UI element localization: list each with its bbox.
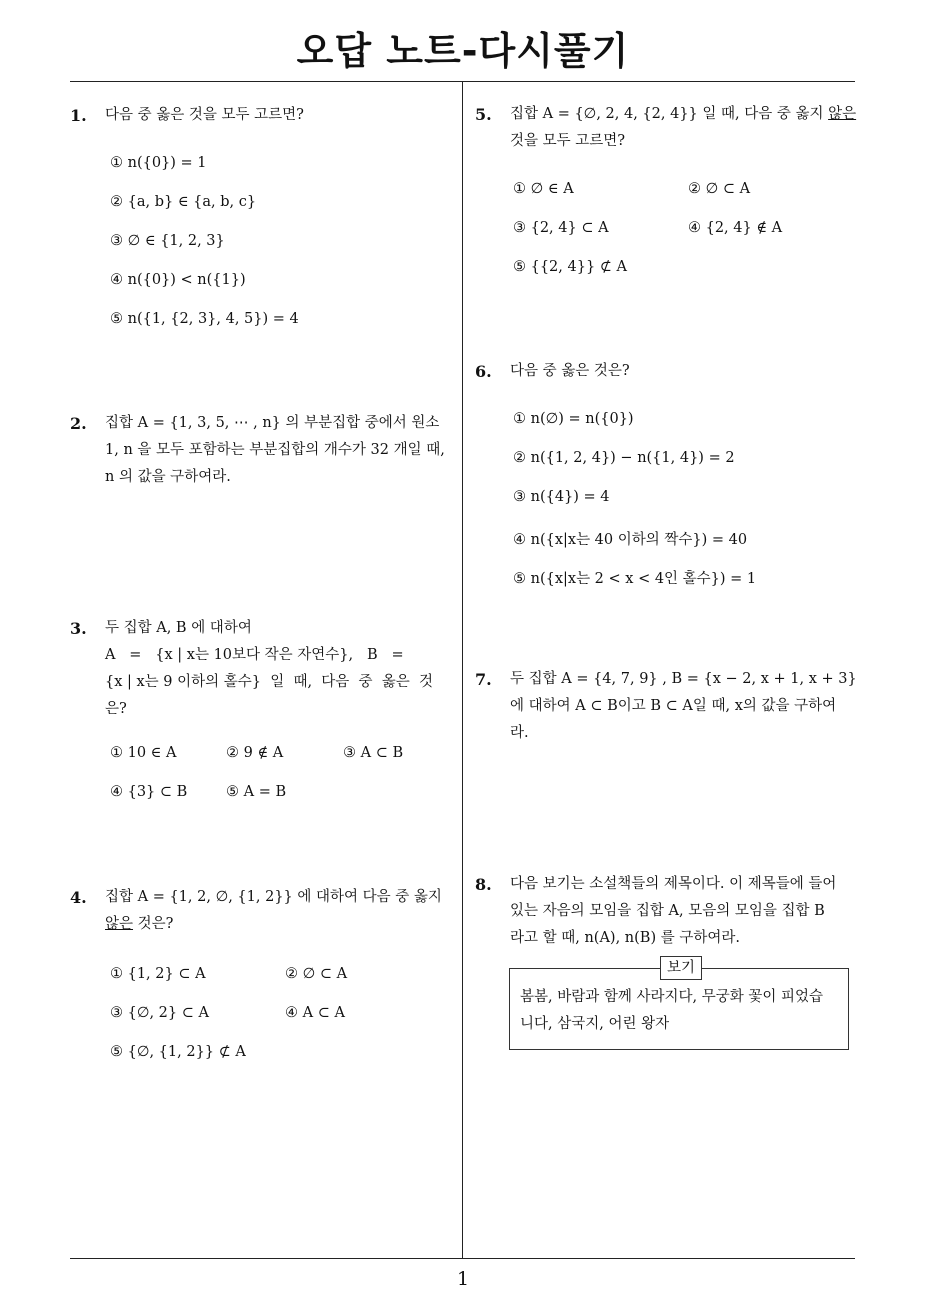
example-line: 니다, 삼국지, 어린 왕자 (520, 1016, 670, 1032)
bottom-divider (70, 1258, 855, 1259)
option: ③ A ⊂ B (343, 745, 404, 761)
question-text: 다음 중 옳은 것은? (510, 363, 630, 379)
question-number: 2. (70, 414, 87, 433)
option: ⑤ {{2, 4}} ⊄ A (513, 259, 628, 275)
question-line: 라. (510, 725, 529, 741)
option: ① n({0}) = 1 (110, 155, 207, 171)
option: ② 9 ∉ A (226, 745, 284, 761)
emphasis-underline: 않은 (105, 916, 134, 932)
question-line: 있는 자음의 모임을 집합 A, 모음의 모임을 집합 B (510, 903, 825, 919)
example-box-label: 보기 (660, 956, 702, 980)
question-line: 은? (105, 701, 127, 717)
option: ④ {3} ⊂ B (110, 784, 188, 800)
option: ④ {2, 4} ∉ A (688, 220, 783, 236)
question-line: 집합 A = {1, 2, ∅, {1, 2}} 에 대하여 다음 중 옳지 (105, 889, 442, 905)
question-line: 두 집합 A = {4, 7, 9} , B = {x − 2, x + 1, x + 3} (510, 671, 857, 687)
option: ③ ∅ ∈ {1, 2, 3} (110, 233, 225, 249)
question-number: 1. (70, 106, 87, 125)
page-number: 1 (456, 1268, 470, 1290)
question-line: 것을 모두 고르면? (510, 133, 626, 149)
question-line: 집합 A = {1, 3, 5, ⋯ , n} 의 부분집합 중에서 원소 (105, 415, 440, 431)
question-line: 에 대하여 A ⊂ B이고 B ⊂ A일 때, x의 값을 구하여 (510, 698, 837, 714)
option: ⑤ {∅, {1, 2}} ⊄ A (110, 1044, 246, 1060)
emphasis-underline: 않은 (828, 106, 857, 122)
question-line: 것은? (133, 916, 174, 932)
option: ① {1, 2} ⊂ A (110, 966, 206, 982)
example-line: 봄봄, 바람과 함께 사라지다, 무궁화 꽃이 피었습 (520, 989, 824, 1005)
option: ⑤ n({x|x는 2 < x < 4인 홀수}) = 1 (513, 571, 757, 587)
option: ③ {2, 4} ⊂ A (513, 220, 609, 236)
option: ③ n({4}) = 4 (513, 489, 610, 505)
question-number: 8. (475, 875, 492, 894)
option: ② {a, b} ∈ {a, b, c} (110, 194, 257, 210)
option: ② ∅ ⊂ A (285, 966, 348, 982)
question-line: 다음 보기는 소설책들의 제목이다. 이 제목들에 들어 (510, 876, 837, 892)
question-line: 1, n 을 모두 포함하는 부분집합의 개수가 32 개일 때, (105, 442, 445, 458)
question-number: 7. (475, 670, 492, 689)
option: ④ n({0}) < n({1}) (110, 272, 246, 288)
option: ③ {∅, 2} ⊂ A (110, 1005, 209, 1021)
column-divider (462, 82, 463, 1258)
question-number: 3. (70, 619, 87, 638)
page-title: 오답 노트-다시풀기 (296, 29, 630, 73)
example-box-text (520, 984, 840, 1038)
question-line: 집합 A = {∅, 2, 4, {2, 4}} 일 때, 다음 중 옳지 (510, 106, 829, 122)
option: ① n(∅) = n({0}) (513, 411, 634, 427)
question-number: 6. (475, 362, 492, 381)
question-line: 두 집합 A, B 에 대하여 (105, 620, 252, 636)
option: ④ n({x|x는 40 이하의 짝수}) = 40 (513, 532, 748, 548)
question-text: 다음 중 옳은 것을 모두 고르면? (105, 107, 304, 123)
option: ① 10 ∈ A (110, 745, 177, 761)
option: ① ∅ ∈ A (513, 181, 574, 197)
question-number: 5. (475, 105, 492, 124)
question-line: n 의 값을 구하여라. (105, 469, 231, 485)
option: ⑤ n({1, {2, 3}, 4, 5}) = 4 (110, 311, 299, 327)
option: ② n({1, 2, 4}) − n({1, 4}) = 2 (513, 450, 735, 466)
question-line: 라고 할 때, n(A), n(B) 를 구하여라. (510, 930, 740, 946)
question-line: {x | x는 9 이하의 홀수} 일 때, 다음 중 옳은 것 (105, 674, 433, 690)
option: ② ∅ ⊂ A (688, 181, 751, 197)
question-number: 4. (70, 888, 87, 907)
question-line: A = {x | x는 10보다 작은 자연수}, B = (105, 647, 404, 663)
option: ④ A ⊂ A (285, 1005, 345, 1021)
option: ⑤ A = B (226, 784, 287, 800)
